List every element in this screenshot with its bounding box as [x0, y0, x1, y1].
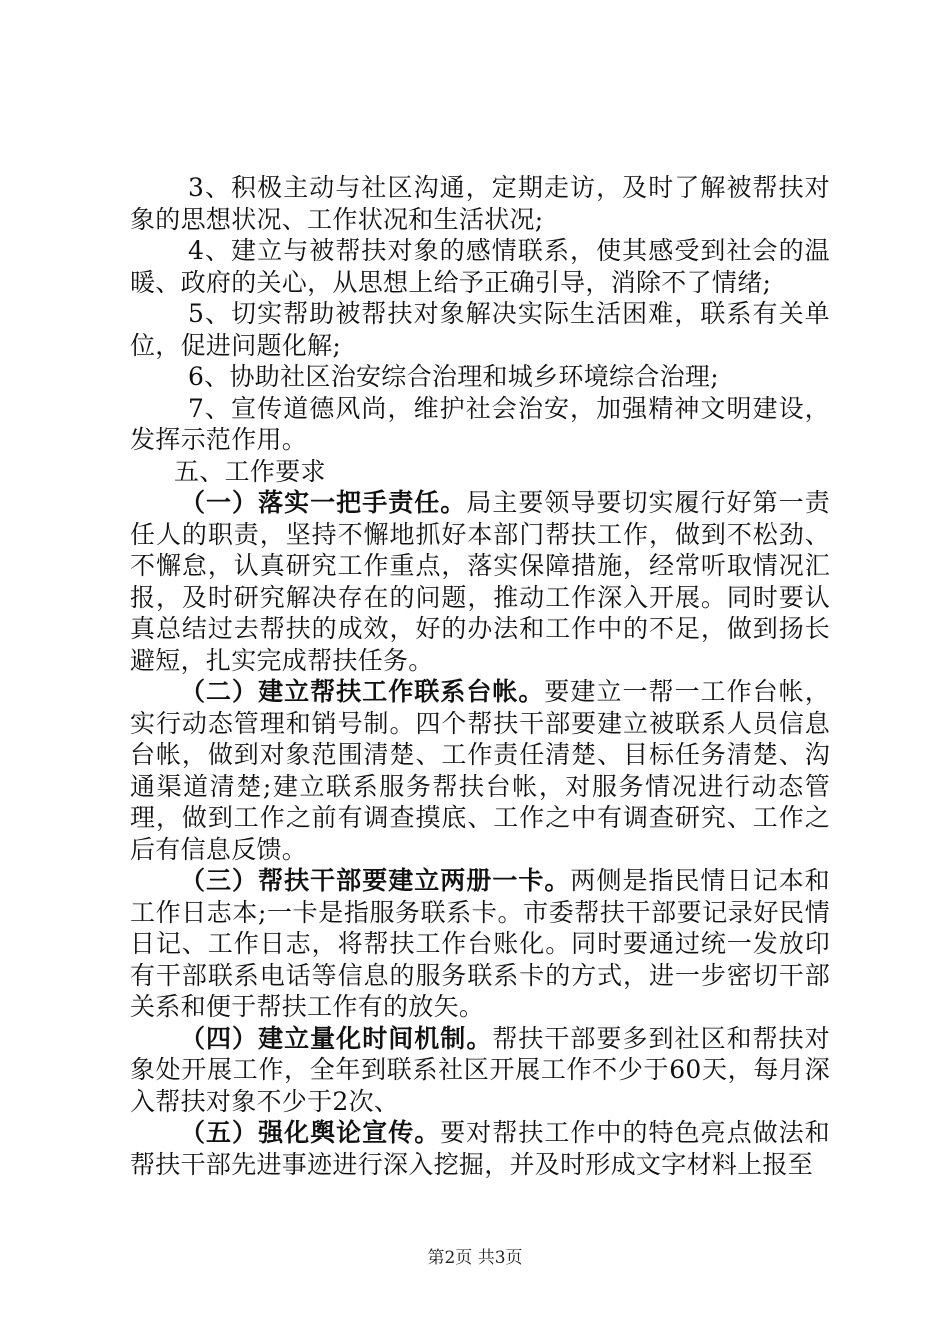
requirement-lead: （一）落实一把手责任。 [180, 488, 467, 517]
requirement-paragraph-5 [130, 1117, 830, 1180]
requirement-paragraph-3 [130, 865, 830, 1023]
requirement-body: 要建立一帮一工作台帐，实行动态管理和销号制。四个帮扶干部要建立被联系人员信息台帐，做到对象范围清楚、工作责任清楚、目标任务清楚、沟通渠道清楚;建立联系服务帮扶台帐，对服务情况进行动态管理，做到工作之前有调查摸底、工作之中有调查研究、工作之后有信息反馈。 [130, 677, 830, 864]
requirement-lead: （四）建立量化时间机制。 [180, 1023, 493, 1053]
list-item-4: 4、建立与被帮扶对象的感情联系，使其感受到社会的温暖、政府的关心，从思想上给予正确引导，消除不了情绪; [130, 236, 830, 297]
requirement-body: 局主要领导要切实履行好第一责任人的职责，坚持不懈地抓好本部门帮扶工作，做到不松劲、不懈怠，认真研究工作重点，落实保障措施，经常听取情况汇报，及时研究解决存在的问题，推动工作深入开展。同时要认真总结过去帮扶的成效，好的办法和工作中的不足，做到扬长避短，扎实完成帮扶任务。 [130, 488, 830, 675]
list-item-3: 3、积极主动与社区沟通，定期走访，及时了解被帮扶对象的思想状况、工作状况和生活状况; [130, 173, 830, 234]
section-heading: 五、工作要求 [174, 456, 326, 486]
requirement-paragraph-1 [130, 487, 830, 676]
requirement-paragraph-4 [130, 1023, 830, 1118]
requirement-body: 两侧是指民情日记本和工作日志本;一卡是指服务联系卡。市委帮扶干部要记录好民情日记、工作日志，将帮扶工作台账化。同时要通过统一发放印有干部联系电话等信息的服务联系卡的方式，进一步密切干部关系和便于帮扶工作有的放矢。 [130, 866, 830, 1021]
requirement-lead: （五）强化舆论宣传。 [180, 1118, 441, 1147]
page-number-footer: 第2页 共3页 [427, 1248, 523, 1268]
list-item-6: 6、协助社区治安综合治理和城乡环境综合治理; [188, 362, 719, 391]
requirement-lead: （二）建立帮扶工作联系台帐。 [180, 677, 545, 706]
document-body [130, 172, 830, 1180]
requirement-paragraph-2 [130, 676, 830, 865]
list-item-7: 7、宣传道德风尚，维护社会治安，加强精神文明建设，发挥示范作用。 [130, 393, 830, 454]
requirement-body: 帮扶干部要多到社区和帮扶对象处开展工作，全年到联系社区开展工作不少于60天，每月深入帮扶对象不少于2次、 [130, 1023, 830, 1116]
requirement-lead: （三）帮扶干部要建立两册一卡。 [180, 866, 571, 895]
requirement-body: 要对帮扶工作中的特色亮点做法和帮扶干部先进事迹进行深入挖掘，并及时形成文字材料上报至 [130, 1118, 830, 1179]
list-item-5: 5、切实帮助被帮扶对象解决实际生活困难，联系有关单位，促进问题化解; [130, 299, 830, 360]
